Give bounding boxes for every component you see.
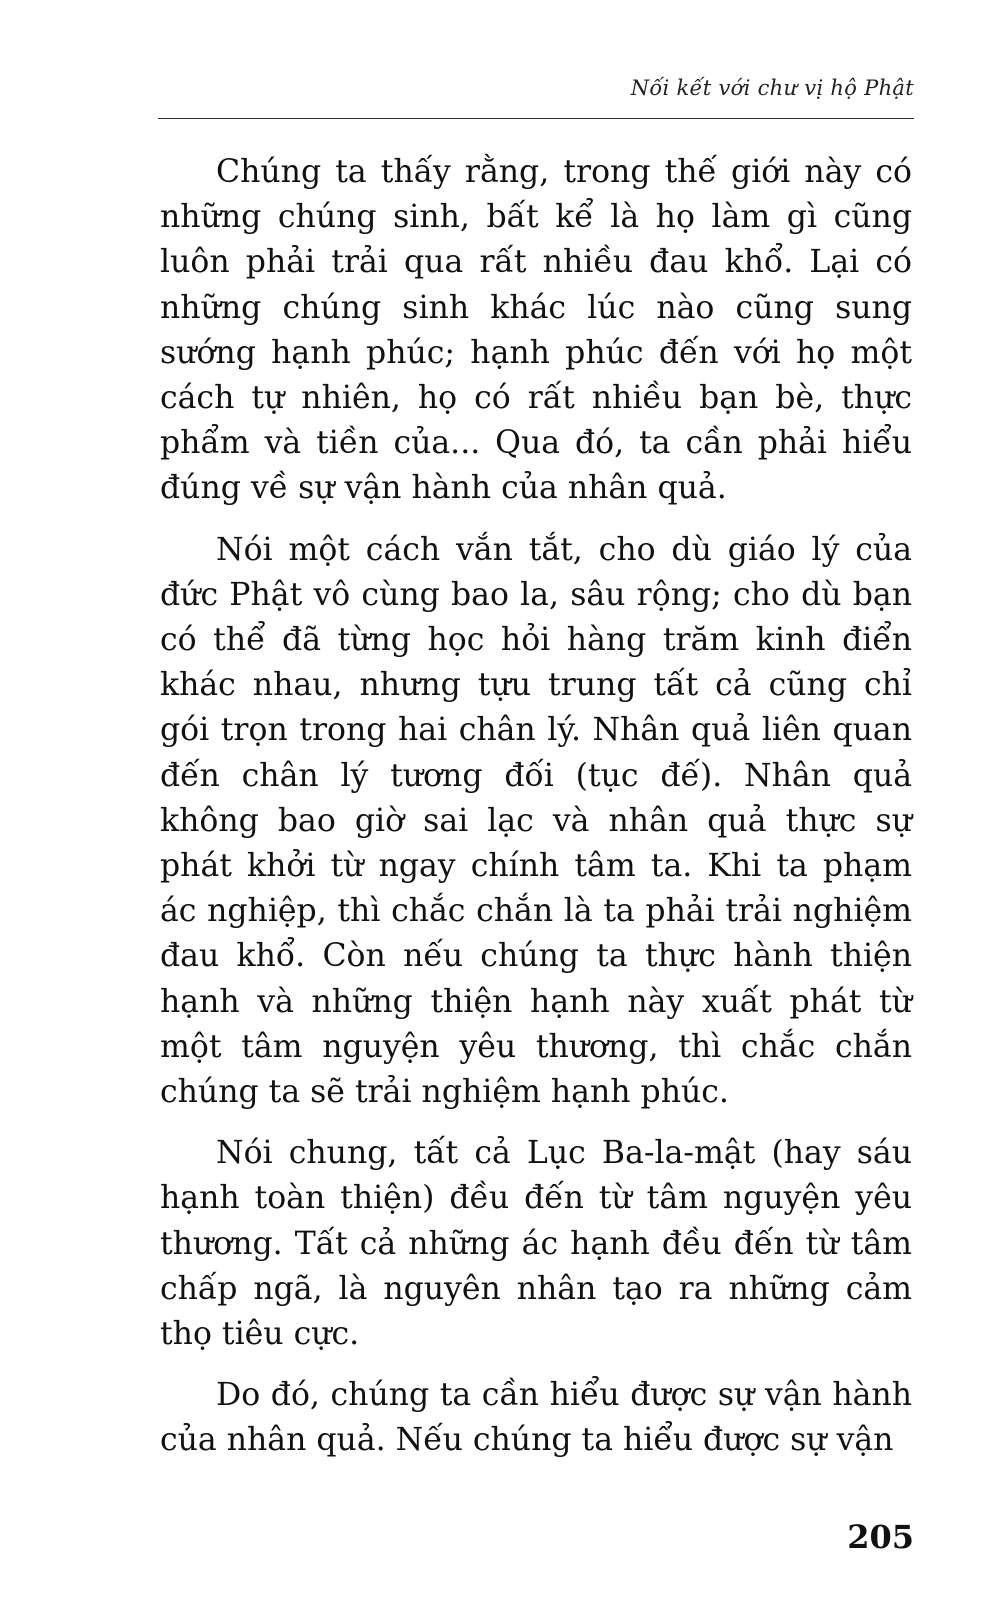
header-divider [158, 118, 914, 119]
paragraph: Do đó, chúng ta cần hiểu được sự vận hành của nhân quả. Nếu chúng ta hiểu được sự vận [160, 1377, 912, 1459]
paragraph: Nói chung, tất cả Lục Ba-la-mật (hay sáu hạnh toàn thiện) đều đến từ tâm nguyện yêu thương. Tất cả những ác hạnh đều đến từ tâm chấp ngã, là nguyên nhân tạo ra những cảm thọ tiêu cực. [160, 1135, 912, 1353]
page-body [160, 150, 912, 1480]
paragraph: Nói một cách vắn tắt, cho dù giáo lý của đức Phật vô cùng bao la, sâu rộng; cho dù bạn có thể đã từng học hỏi hàng trăm kinh điển khác nhau, nhưng tựu trung tất cả cũng chỉ gói trọn trong hai chân lý. Nhân quả liên quan đến chân lý tương đối (tục đế). Nhân quả không bao giờ sai lạc và nhân quả thực sự phát khởi từ ngay chính tâm ta. Khi ta phạm ác nghiệp, thì chắc chắn là ta phải trải nghiệm đau khổ. Còn nếu chúng ta thực hành thiện hạnh và những thiện hạnh này xuất phát từ một tâm nguyện yêu thương, thì chắc chắn chúng ta sẽ trải nghiệm hạnh phúc. [160, 531, 912, 1111]
page-number: 205 [847, 1518, 914, 1556]
running-header: Nối kết với chư vị hộ Phật [630, 76, 914, 100]
paragraph: Chúng ta thấy rằng, trong thế giới này có những chúng sinh, bất kể là họ làm gì cũng luôn phải trải qua rất nhiều đau khổ. Lại có những chúng sinh khác lúc nào cũng sung sướng hạnh phúc; hạnh phúc đến với họ một cách tự nhiên, họ có rất nhiều bạn bè, thực phẩm và tiền của... Qua đó, ta cần phải hiểu đúng về sự vận hành của nhân quả. [160, 154, 912, 507]
